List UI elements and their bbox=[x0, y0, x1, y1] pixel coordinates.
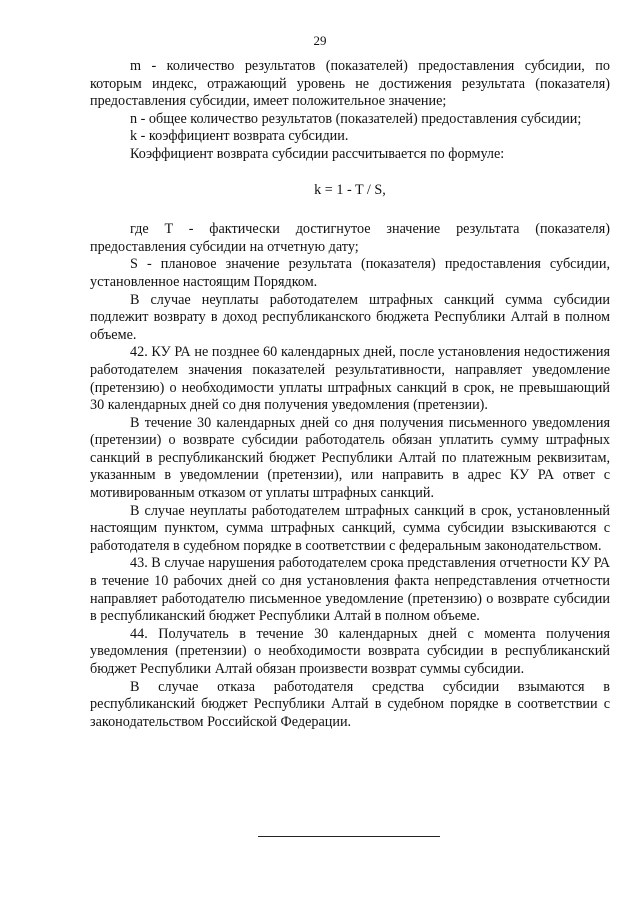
paragraph-clause-44: 44. Получатель в течение 30 календарных дней с момента получения уведомления (претензии) о необходимости возврата субсидии в республиканский бюджет Республики Алтай обязан произвести возврат суммы субсидии. bbox=[90, 625, 610, 677]
paragraph-court-recovery: В случае неуплаты работодателем штрафных санкций в срок, установленный настоящим пунктом, сумма штрафных санкций, сумма субсидии взыскиваются с работодателя в судебном порядке в соответствии с федеральным законодательством. bbox=[90, 502, 610, 554]
paragraph-s-definition: S - плановое значение результата (показателя) предоставления субсидии, установленное настоящим Порядком. bbox=[90, 256, 610, 290]
page-number: 29 bbox=[313, 33, 327, 48]
paragraph-n-definition: n - общее количество результатов (показателей) предоставления субсидии; bbox=[130, 110, 582, 127]
paragraph-formula-intro: Коэффициент возврата субсидии рассчитывается по формуле: bbox=[130, 145, 505, 162]
paragraph-m-definition: m - количество результатов (показателей) предоставления субсидии, по которым индекс, отражающий уровень не достижения результата (показателя) предоставления субсидии, имеет положительное значение; bbox=[90, 58, 610, 110]
paragraph-clause-43: 43. В случае нарушения работодателем срока представления отчетности КУ РА в течение 10 рабочих дней со дня установления факта непредставления отчетности направляет работодателю письменное уведомление (претензию) о возврате субсидии в республиканский бюджет Республики Алтай в полном объеме. bbox=[90, 555, 610, 625]
paragraph-k-definition: k - коэффициент возврата субсидии. bbox=[130, 128, 349, 145]
paragraph-refusal-recovery: В случае отказа работодателя средства субсидии взымаются в республиканский бюджет Республики Алтай в судебном порядке в соответствии с законодательством Российской Федерации. bbox=[90, 678, 610, 730]
formula: k = 1 - T / S, bbox=[314, 181, 386, 198]
paragraph-nonpayment-return: В случае неуплаты работодателем штрафных санкций сумма субсидии подлежит возврату в доход республиканского бюджета Республики Алтай в полном объеме. bbox=[90, 291, 610, 343]
paragraph-clause-42: 42. КУ РА не позднее 60 календарных дней, после установления недостижения работодателем значения показателей результативности, направляет уведомление (претензию) о необходимости уплаты штрафных санкций в срок, не превышающий 30 календарных дней со дня получения уведомления (претензии). bbox=[90, 344, 610, 414]
end-divider-line bbox=[258, 836, 440, 837]
document-body bbox=[90, 58, 610, 731]
paragraph-payment-deadline: В течение 30 календарных дней со дня получения письменного уведомления (претензии) о возврате субсидии работодатель обязан уплатить сумму штрафных санкций в республиканский бюджет Республики Алтай по платежным реквизитам, указанным в уведомлении (претензии), или направить в адрес КУ РА ответ с мотивированным отказом от уплаты штрафных санкций. bbox=[90, 414, 610, 502]
paragraph-t-definition: где T - фактически достигнутое значение результата (показателя) предоставления субсидии на отчетную дату; bbox=[90, 221, 610, 255]
